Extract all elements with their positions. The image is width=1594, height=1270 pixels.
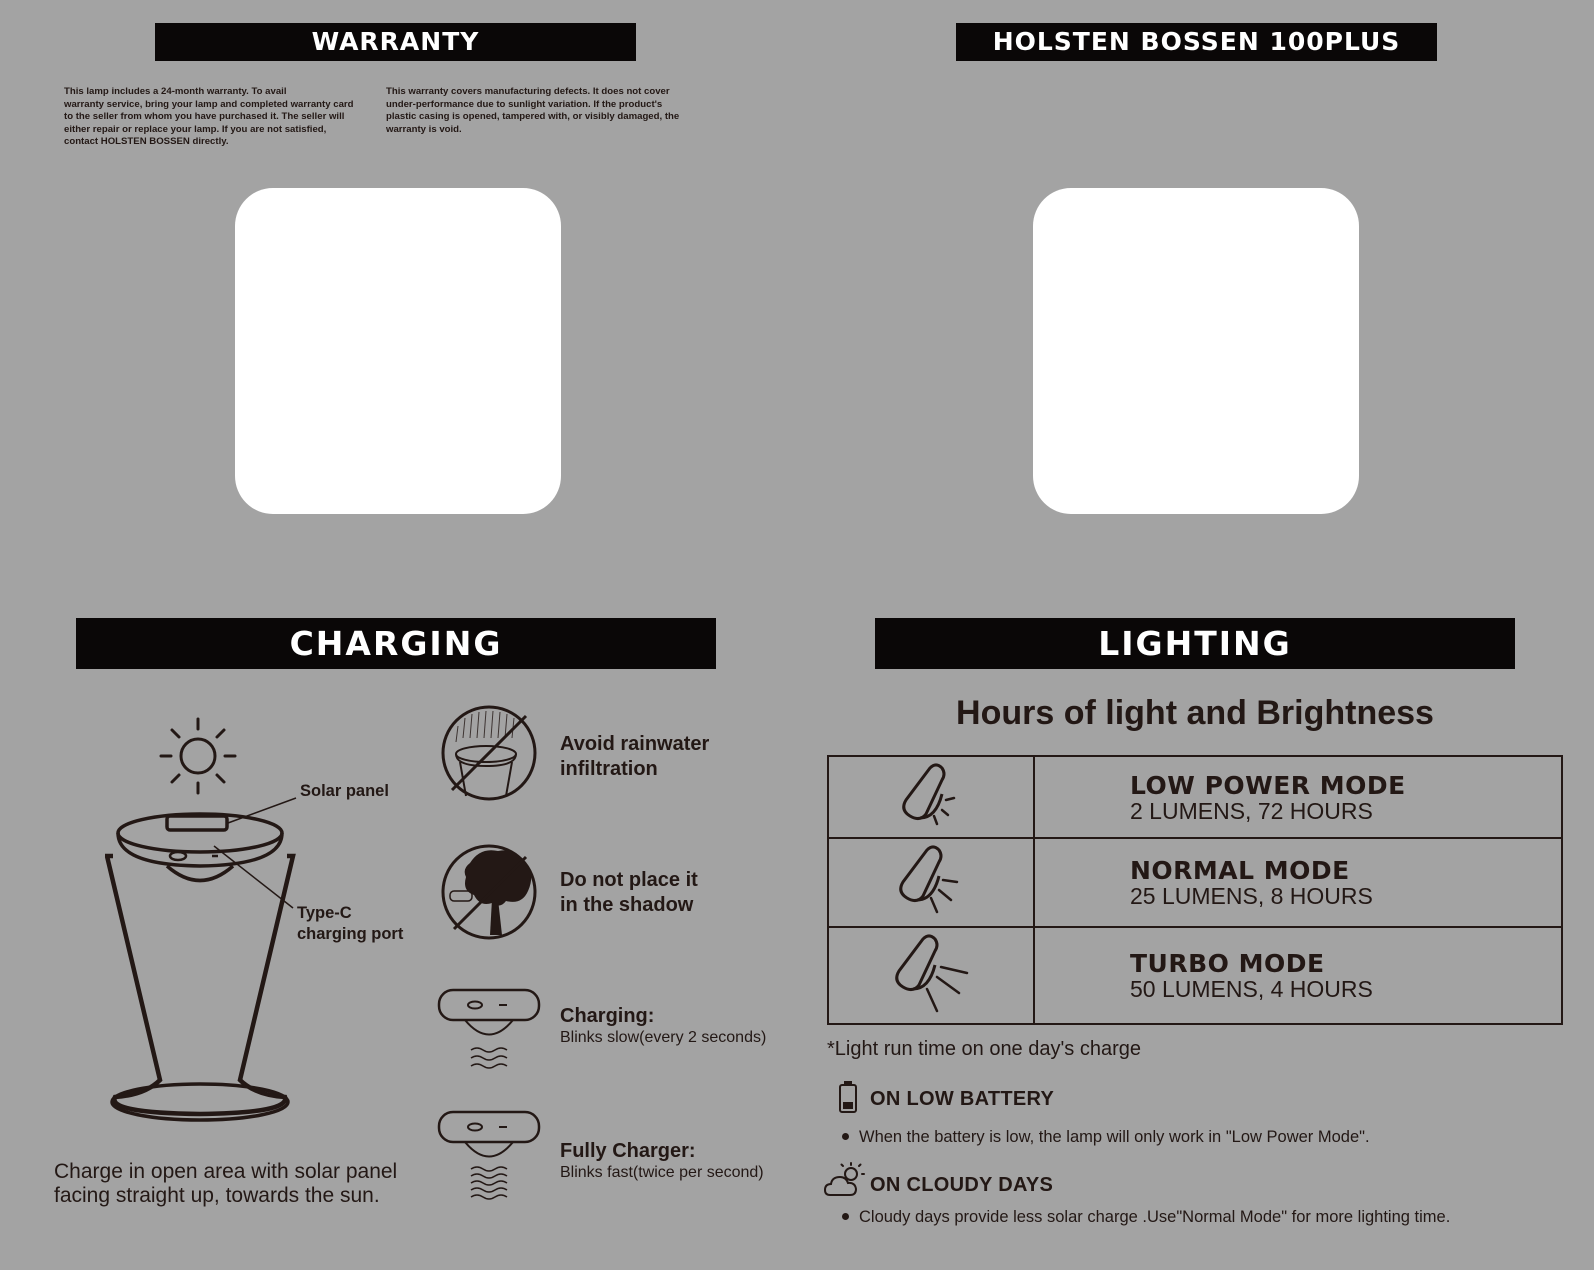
mode-icon-cell <box>828 756 1034 838</box>
table-row <box>828 756 1562 838</box>
warranty-line: to the seller from whom you have purchased it. The seller will <box>64 111 345 122</box>
mode-icon-cell <box>828 838 1034 927</box>
mode-name: LOW POWER MODE <box>1130 770 1406 800</box>
lighting-header <box>875 618 1515 669</box>
warranty-text-col1 <box>64 86 374 149</box>
charging-caption-line1: Charge in open area with solar panel <box>54 1160 398 1183</box>
full-charge-blink-icon <box>437 1109 543 1205</box>
warranty-title: WARRANTY <box>311 27 480 56</box>
charging-header <box>76 618 716 669</box>
table-row <box>828 838 1562 927</box>
port-label-line1: Type-C <box>297 904 352 922</box>
cloudy-title: ON CLOUDY DAYS <box>870 1174 1054 1196</box>
lamp-low-icon <box>896 760 966 830</box>
mode-name: NORMAL MODE <box>1130 856 1350 885</box>
product-title: HOLSTEN BOSSEN 100PLUS <box>992 27 1401 56</box>
charging-indicator-desc: Blinks slow(every 2 seconds) <box>560 1029 767 1046</box>
table-row <box>828 927 1562 1024</box>
lamp-turbo-icon <box>889 931 973 1015</box>
warranty-line: contact HOLSTEN BOSSEN directly. <box>64 136 229 147</box>
sun-icon <box>158 716 238 796</box>
product-card-blank <box>1033 188 1359 514</box>
warranty-line: under-performance due to sunlight variation. If the product's <box>386 98 663 110</box>
low-battery-title: ON LOW BATTERY <box>870 1088 1055 1110</box>
warranty-line: warranty is void. <box>386 123 462 135</box>
warranty-line: plastic casing is opened, tampered with, or visibly damaged, the <box>386 111 680 122</box>
lighting-subtitle: Hours of light and Brightness <box>956 694 1434 732</box>
warranty-header <box>155 23 636 61</box>
full-indicator-desc: Blinks fast(twice per second) <box>560 1164 764 1181</box>
warranty-text-col2 <box>386 86 726 136</box>
no-rain-icon <box>440 704 538 802</box>
lighting-title: LIGHTING <box>1098 624 1292 663</box>
full-indicator-title: Fully Charger: <box>560 1140 696 1162</box>
mode-icon-cell <box>828 927 1034 1024</box>
mode-text-cell <box>1034 756 1562 838</box>
label-leaders <box>200 790 310 930</box>
warranty-line: either repair or replace your lamp. If you are not satisfied, <box>64 123 327 135</box>
modes-table <box>827 755 1563 1025</box>
low-battery-text: When the battery is low, the lamp will only work in "Low Power Mode". <box>842 1128 1370 1147</box>
warranty-card-blank <box>235 188 561 514</box>
mode-text-cell <box>1034 838 1562 927</box>
charging-title: CHARGING <box>289 624 503 663</box>
warranty-line: This lamp includes a 24-month warranty. To avail <box>64 86 287 97</box>
lamp-normal-icon <box>893 842 969 918</box>
port-label-line2: charging port <box>297 925 404 943</box>
solar-panel-label: Solar panel <box>300 782 389 800</box>
battery-icon <box>838 1080 858 1114</box>
mode-desc: 50 LUMENS, 4 HOURS <box>1130 975 1373 1002</box>
tip-shadow-line1: Do not place it <box>560 869 698 891</box>
mode-text-cell <box>1034 927 1562 1024</box>
product-header <box>956 23 1437 61</box>
warranty-line: This warranty covers manufacturing defects. It does not cover <box>386 86 670 97</box>
warranty-line: warranty service, bring your lamp and completed warranty card <box>64 98 354 110</box>
mode-desc: 2 LUMENS, 72 HOURS <box>1130 797 1373 824</box>
mode-desc: 25 LUMENS, 8 HOURS <box>1130 883 1373 909</box>
tip-shadow-line2: in the shadow <box>560 894 694 916</box>
tip-rain-line1: Avoid rainwater <box>560 733 710 755</box>
footnote: *Light run time on one day's charge <box>827 1038 1142 1060</box>
charging-indicator-title: Charging: <box>560 1005 655 1027</box>
cloudy-text: Cloudy days provide less solar charge .Use"Normal Mode" for more lighting time. <box>842 1208 1450 1227</box>
cloudy-icon <box>824 1162 866 1198</box>
mode-name: TURBO MODE <box>1130 948 1325 978</box>
no-shadow-icon <box>440 843 538 941</box>
charging-caption-line2: facing straight up, towards the sun. <box>54 1184 380 1207</box>
charging-blink-icon <box>437 987 543 1073</box>
tip-rain-line2: infiltration <box>560 758 658 780</box>
